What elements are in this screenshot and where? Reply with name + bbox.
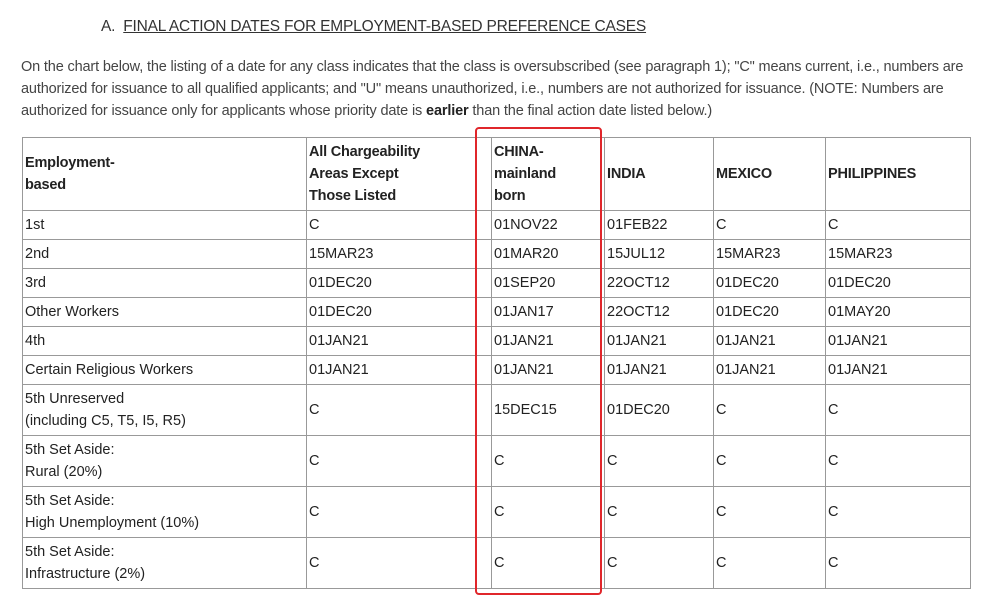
header-employment-based: Employment- based — [23, 138, 307, 211]
cell-philippines: C — [826, 211, 971, 240]
table-row — [23, 436, 971, 487]
intro-text-1: On the chart below, the listing of a date for any class indicates that the class is oversubscribed (see paragraph 1); "C" means current, i.e., numbers are authorized for issuance to all qualified applicants; and "U" means unauthorized, i.e., numbers are not authorized for issuance. (NOTE: Numbers are authorized for issuance only for applicants whose priority date is — [21, 59, 964, 119]
table-row — [23, 240, 971, 269]
cell-all-chargeability: 01DEC20 — [307, 298, 492, 327]
cell-mexico: 01DEC20 — [714, 269, 826, 298]
cell-philippines: 01DEC20 — [826, 269, 971, 298]
row-label: 4th — [23, 327, 307, 356]
final-action-dates-table — [22, 137, 971, 589]
cell-all-chargeability: 15MAR23 — [307, 240, 492, 269]
cell-mexico: 15MAR23 — [714, 240, 826, 269]
row-label: 3rd — [23, 269, 307, 298]
cell-all-chargeability: 01JAN21 — [307, 327, 492, 356]
intro-text-2: than the final action date listed below.) — [468, 103, 713, 119]
cell-china: 01MAR20 — [492, 240, 605, 269]
intro-emphasis: earlier — [426, 103, 469, 119]
cell-all-chargeability: 01DEC20 — [307, 269, 492, 298]
cell-mexico: C — [714, 385, 826, 436]
cell-india: 01DEC20 — [605, 385, 714, 436]
table-row — [23, 538, 971, 589]
table-row — [23, 487, 971, 538]
cell-china: 15DEC15 — [492, 385, 605, 436]
cell-philippines: 15MAR23 — [826, 240, 971, 269]
row-label: 5th Unreserved (including C5, T5, I5, R5) — [23, 385, 307, 436]
header-china: CHINA- mainland born — [492, 138, 605, 211]
header-philippines: PHILIPPINES — [826, 138, 971, 211]
cell-all-chargeability: C — [307, 487, 492, 538]
table-header-row — [23, 138, 971, 211]
section-heading — [101, 18, 646, 36]
cell-india: 01JAN21 — [605, 327, 714, 356]
cell-china: 01JAN17 — [492, 298, 605, 327]
cell-india: 15JUL12 — [605, 240, 714, 269]
cell-india: 22OCT12 — [605, 269, 714, 298]
cell-mexico: C — [714, 211, 826, 240]
cell-china: 01JAN21 — [492, 327, 605, 356]
row-label: 5th Set Aside: Infrastructure (2%) — [23, 538, 307, 589]
table-row — [23, 211, 971, 240]
header-all-chargeability: All Chargeability Areas Except Those Listed — [307, 138, 492, 211]
section-number: A. — [101, 18, 116, 35]
cell-all-chargeability: C — [307, 211, 492, 240]
table-row — [23, 298, 971, 327]
header-mexico: MEXICO — [714, 138, 826, 211]
table-row — [23, 269, 971, 298]
cell-india: C — [605, 436, 714, 487]
cell-china: 01SEP20 — [492, 269, 605, 298]
cell-philippines: 01JAN21 — [826, 356, 971, 385]
cell-china: 01NOV22 — [492, 211, 605, 240]
table-row — [23, 327, 971, 356]
header-india: INDIA — [605, 138, 714, 211]
cell-mexico: C — [714, 538, 826, 589]
cell-all-chargeability: C — [307, 385, 492, 436]
cell-india: 01JAN21 — [605, 356, 714, 385]
row-label: 1st — [23, 211, 307, 240]
cell-mexico: C — [714, 436, 826, 487]
cell-philippines: 01JAN21 — [826, 327, 971, 356]
cell-all-chargeability: 01JAN21 — [307, 356, 492, 385]
cell-china: 01JAN21 — [492, 356, 605, 385]
cell-mexico: C — [714, 487, 826, 538]
cell-philippines: C — [826, 487, 971, 538]
intro-paragraph — [21, 56, 971, 122]
cell-philippines: 01MAY20 — [826, 298, 971, 327]
table-body — [23, 211, 971, 589]
cell-mexico: 01DEC20 — [714, 298, 826, 327]
row-label: Other Workers — [23, 298, 307, 327]
cell-india: C — [605, 538, 714, 589]
row-label: 5th Set Aside: Rural (20%) — [23, 436, 307, 487]
cell-china: C — [492, 538, 605, 589]
cell-india: 22OCT12 — [605, 298, 714, 327]
cell-india: C — [605, 487, 714, 538]
cell-philippines: C — [826, 436, 971, 487]
cell-india: 01FEB22 — [605, 211, 714, 240]
cell-china: C — [492, 487, 605, 538]
cell-mexico: 01JAN21 — [714, 327, 826, 356]
cell-mexico: 01JAN21 — [714, 356, 826, 385]
cell-philippines: C — [826, 385, 971, 436]
cell-all-chargeability: C — [307, 538, 492, 589]
cell-all-chargeability: C — [307, 436, 492, 487]
row-label: 5th Set Aside: High Unemployment (10%) — [23, 487, 307, 538]
row-label: 2nd — [23, 240, 307, 269]
cell-china: C — [492, 436, 605, 487]
table-row — [23, 385, 971, 436]
row-label: Certain Religious Workers — [23, 356, 307, 385]
section-title: FINAL ACTION DATES FOR EMPLOYMENT-BASED PREFERENCE CASES — [123, 18, 647, 35]
cell-philippines: C — [826, 538, 971, 589]
table-row — [23, 356, 971, 385]
